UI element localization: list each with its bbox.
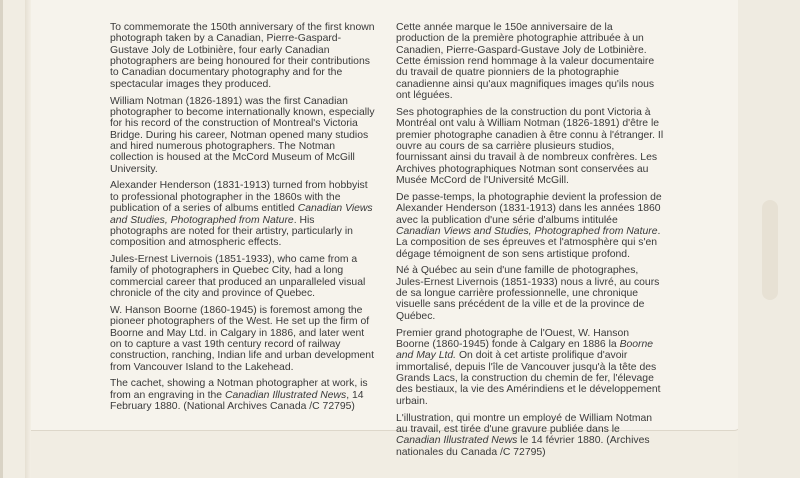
fr-paragraph-livernois: Né à Québec au sein d'une famille de photographes, Jules-Ernest Livernois (1851-1933) nous a livré, au cours de sa longue carrière professionnelle, une chronique visuelle sans précédent de la ville et de la province de Québec. [396,265,660,322]
fr-paragraph-henderson: De passe-temps, la photographie devient la profession de Alexander Henderson (1831-1913) dans les années 1860 avec la publication d'une série d'albums intitulée Canadian Views and Studies, Photographed from Nature. La composition de ses épreuves et l'atmosphère qui s'en dégage témoignent de son sens artistique profond. [396,191,662,260]
en-paragraph-livernois: Jules-Ernest Livernois (1851-1933), who came from a family of photographers in Quebec City, had a long commercial career that produced an unparalleled visual chronicle of the city and province of Quebec. [110,254,366,300]
en-paragraph-boorne: W. Hanson Boorne (1860-1945) is foremost among the pioneer photographers of the West. He set up the firm of Boorne and May Ltd. in Calgary in 1886, and later went on to capture a vast 19th century record of railway construction, ranching, Indian life and urban development from Vancouver Island to the Lakehead. [110,304,374,373]
fr-paragraph-boorne: Premier grand photographe de l'Ouest, W. Hanson Boorne (1860-1945) fonde à Calgary en 1886 la Boorne and May Ltd. On doit à cet artiste prolifique d'avoir immortalisé, depuis l'île de Vancouver jusqu'à la tête des Grands Lacs, la construction du chemin de fer, l'élevage des bestiaux, la vie des Amérindiens et le développement urbain. [396,327,661,407]
fr-paragraph-notman: Ses photographies de la construction du pont Victoria à Montréal ont valu à William Notman (1826-1891) d'être le premier photographe canadien à être connu à l'étranger. Il ouvre au cours de sa carrière plusieurs studios, fournissant ainsi du travail à de nombreux confrères. Les Archives photographiques Notman sont conservées au Musée McCord de l'Université McGill. [396,106,664,186]
french-column [396,22,664,463]
fr-paragraph-intro: Cette année marque le 150e anniversaire de la production de la première photographie attribuée à un Canadien, Pierre-Gaspard-Gustave Joly de Lotbinière. Cette émission rend hommage à la valeur documentaire du travail de quatre pionniers de la photographie canadienne ainsi qu'aux magnifiques images qu'ils nous ont léguées. [396,22,655,102]
envelope-notch [762,200,778,300]
en-paragraph-cachet: The cachet, showing a Notman photographer at work, is from an engraving in the Canadian Illustrated News, 14 February 1880. (National Archives Canada /C 72795) [110,378,368,413]
fr-paragraph-cachet: L'illustration, qui montre un employé de William Notman au travail, est tirée d'une gravure publiée dans le Canadian Illustrated News le 14 février 1880. (Archives nationales du Canada /C 72795) [396,412,653,458]
en-paragraph-intro: To commemorate the 150th anniversary of the first known photograph taken by a Canadian, Pierre-Gaspard-Gustave Joly de Lotbinière, four early Canadian photographers are being honoured for their contributions to Canadian documentary photography and for the spectacular images they produced. [110,22,375,90]
en-paragraph-notman: William Notman (1826-1891) was the first Canadian photographer to become internationally known, especially for his record of the construction of Montreal's Victoria Bridge. During his career, Notman opened many studios and hired numerous photographers. The Notman collection is housed at the McCord Museum of McGill University. [110,95,375,175]
en-paragraph-henderson: Alexander Henderson (1831-1913) turned from hobbyist to professional photographer in the 1860s with the publication of a series of albums entitled Canadian Views and Studies, Photographed from Nature. His photographs are noted for their artistry, particularly in composition and atmospheric effects. [110,180,373,249]
english-column [110,22,375,418]
